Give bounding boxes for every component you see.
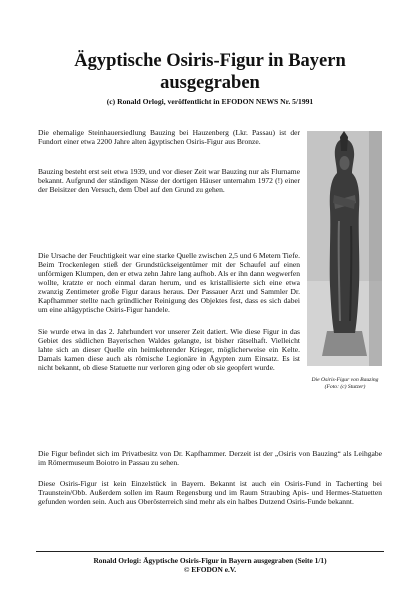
- photo-caption: [302, 377, 388, 391]
- paragraph-1: Die ehemalige Steinhauersiedlung Bauzing bei Hauzenberg (Lkr. Passau) ist der Fundort einer etwa 2200 Jahre alten ägyptischen Osiris-Figur aus Bronze.: [38, 128, 300, 147]
- photo-caption-title: Die Osiris-Figur von Bauzing: [311, 377, 379, 383]
- paragraph-4: Sie wurde etwa in das 2. Jahrhundert vor unserer Zeit datiert. Wie diese Figur in das Gebiet des südlichen Bayerischen Waldes gelangte, ist bisher rätselhaft. Vielleicht lahte sich an dieser Quelle ein heimkehrender Krieger, möglicherweise ein Kelte. Damals kamen diese auch als römische Legionäre in Ägypten zum Einsatz. Es ist nicht bekannt, ob diese Statuette nur verloren ging oder ob sie geopfert wurde.: [38, 327, 300, 373]
- photo-caption-credit: (Foto: (c) Stutzer): [324, 384, 366, 390]
- osiris-figure-photo: [307, 131, 382, 366]
- osiris-figure-illustration: [307, 131, 382, 366]
- footer-divider: [36, 551, 384, 552]
- page-footer: [30, 556, 390, 574]
- paragraph-2: Bauzing besteht erst seit etwa 1939, und vor dieser Zeit war Bauzing nur als Flurname bekannt. Aufgrund der ständigen Nässe der dortigen Häuser unternahm 1972 (!) einer der Beisitzer den Versuch, dem Übel auf den Grund zu gehen.: [38, 167, 300, 195]
- paragraph-6: Diese Osiris-Figur ist kein Einzelstück in Bayern. Bekannt ist auch ein Osiris-Fund in Tacherting bei Traunstein/Obb. Außerdem sollen im Raum Regensburg und im Raum Straubing Apis- und Hermes-Statuetten gefunden worden sein. Auch aus Oberösterreich sind mehr als ein halbes Dutzend Osiris-Funde bekannt.: [38, 479, 382, 507]
- footer-copyright: © EFODON e.V.: [183, 565, 237, 574]
- byline: (c) Ronald Orlogi, veröffentlicht in EFODON NEWS Nr. 5/1991: [106, 97, 314, 106]
- paragraph-3: Die Ursache der Feuchtigkeit war eine starke Quelle zwischen 2,5 und 6 Metern Tiefe. Beim Trockenlegen stieß der Grundstückseigentümer mit der Schaufel auf einen unförmigen Klumpen, den er etwa zehn Jahre lang aufhob. Als er ihn dann wegwerfen wollte, kratzte er noch einmal daran herum, und es kristallisierte sich eine etwa zwanzig Zentimeter große Figur daraus heraus. Der Passauer Arzt und Sammler Dr. Kapfhammer stellte nach gründlicher Reinigung des Objektes fest, dass es sich dabei um eine altägyptische Osiris-Figur handele.: [38, 251, 300, 315]
- paragraph-5: Die Figur befindet sich im Privatbesitz von Dr. Kapfhammer. Derzeit ist der „Osiris von Bauzing“ als Leihgabe im Römermuseum Boiotro in Passau zu sehen.: [38, 449, 382, 468]
- page-title: Ägyptische Osiris-Figur in Bayern ausgegraben: [74, 51, 346, 93]
- footer-source: Ronald Orlogi: Ägyptische Osiris-Figur in Bayern ausgegraben (Seite 1/1): [93, 556, 327, 565]
